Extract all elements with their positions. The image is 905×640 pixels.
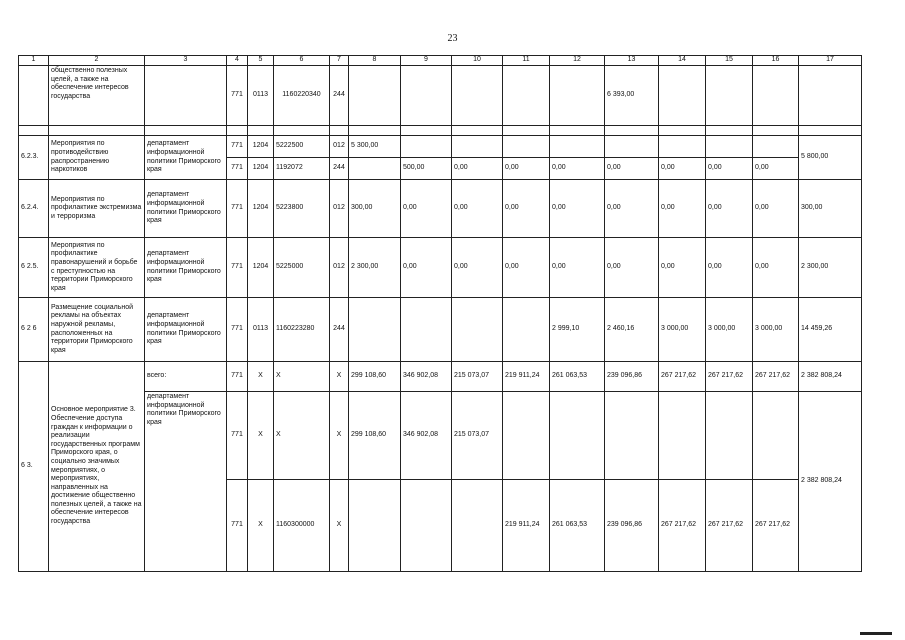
cell: 0,00 <box>659 180 706 238</box>
cell: 771 <box>227 158 248 180</box>
cell: 5222500 <box>274 136 330 158</box>
cell <box>452 136 503 158</box>
cell: 219 911,24 <box>503 362 550 392</box>
cell: 500,00 <box>401 158 452 180</box>
cell: 346 902,08 <box>401 392 452 480</box>
cell: 267 217,62 <box>706 480 753 572</box>
cell: 6 393,00 <box>605 66 659 126</box>
cell: 299 108,60 <box>349 362 401 392</box>
cell: 239 096,86 <box>605 480 659 572</box>
cell: 3 000,00 <box>706 298 753 362</box>
cell: 244 <box>330 66 349 126</box>
cell: 2 999,10 <box>550 298 605 362</box>
cell: 3 000,00 <box>753 298 799 362</box>
cell: 1160223280 <box>274 298 330 362</box>
cell: 1160300000 <box>274 480 330 572</box>
item-name: Основное мероприятие 3. Обеспечение доступа граждан к информации о реализации государственных программ Приморского края, о социально значимых мероприятиях, о мероприятиях, направленных на достижение общественно полезных целей, а также на обеспечение интересов государства <box>49 362 145 572</box>
header-row <box>19 56 862 66</box>
item-dept: департамент информационной политики Приморского края <box>145 298 227 362</box>
cell: 2 460,16 <box>605 298 659 362</box>
cell: 215 073,07 <box>452 362 503 392</box>
cell: 14 459,26 <box>799 298 862 362</box>
cell: 0,00 <box>503 180 550 238</box>
cell: 244 <box>330 158 349 180</box>
cell: X <box>330 362 349 392</box>
cell: 244 <box>330 298 349 362</box>
table-row <box>19 180 862 238</box>
table-row <box>19 126 862 136</box>
item-number: 6.2.4. <box>19 180 49 238</box>
cell: 0,00 <box>706 158 753 180</box>
col-header: 1 <box>19 56 49 66</box>
cell: 261 063,53 <box>550 480 605 572</box>
total-label: всего: <box>145 362 227 392</box>
cell: 0,00 <box>503 158 550 180</box>
item-name: Мероприятия по противодействию распространению наркотиков <box>49 136 145 180</box>
item-name: Мероприятия по профилактике правонарушений и борьбе с преступностью на территории Приморского края <box>49 238 145 298</box>
cell: 300,00 <box>799 180 862 238</box>
cell: 5 300,00 <box>349 136 401 158</box>
table-row <box>19 298 862 362</box>
cell: 1160220340 <box>274 66 330 126</box>
cell: 2 300,00 <box>349 238 401 298</box>
item-dept: департамент информационной политики Приморского края <box>145 180 227 238</box>
cell: 1204 <box>248 136 274 158</box>
cell <box>706 136 753 158</box>
cell: 267 217,62 <box>753 480 799 572</box>
item-number: 6 3. <box>19 362 49 572</box>
cell: 771 <box>227 392 248 480</box>
cell: 1192072 <box>274 158 330 180</box>
col-header: 17 <box>799 56 862 66</box>
cell <box>349 480 401 572</box>
cell: 0,00 <box>605 238 659 298</box>
cell: 771 <box>227 238 248 298</box>
cell: 1204 <box>248 158 274 180</box>
cell <box>706 66 753 126</box>
cell <box>401 480 452 572</box>
table-row <box>19 136 862 158</box>
cell: 346 902,08 <box>401 362 452 392</box>
cell: 0,00 <box>452 238 503 298</box>
cell <box>503 392 550 480</box>
table-row <box>19 392 862 480</box>
cell: 267 217,62 <box>753 362 799 392</box>
cell: 0,00 <box>401 238 452 298</box>
cell: X <box>248 362 274 392</box>
cell: X <box>248 392 274 480</box>
cell: 2 382 808,24 <box>799 362 862 392</box>
cell <box>503 298 550 362</box>
cell: 0,00 <box>706 238 753 298</box>
item-dept: департамент информационной политики Приморского края <box>145 136 227 180</box>
cell: 1204 <box>248 238 274 298</box>
cell <box>349 158 401 180</box>
cell <box>753 136 799 158</box>
cell: 2 300,00 <box>799 238 862 298</box>
item-number <box>19 66 49 126</box>
col-header: 10 <box>452 56 503 66</box>
cell <box>605 136 659 158</box>
cell: 3 000,00 <box>659 298 706 362</box>
cell: 0,00 <box>753 238 799 298</box>
col-header: 2 <box>49 56 145 66</box>
cell <box>503 66 550 126</box>
item-dept: департамент информационной политики Приморского края <box>145 392 227 572</box>
cell: X <box>330 480 349 572</box>
cell <box>659 66 706 126</box>
budget-table <box>18 55 862 572</box>
cell: 267 217,62 <box>706 362 753 392</box>
cell: 5 800,00 <box>799 136 862 180</box>
cell: X <box>248 480 274 572</box>
cell <box>349 298 401 362</box>
item-name: общественно полезных целей, а также на обеспечение интересов государства <box>49 66 145 126</box>
item-name: Размещение социальной рекламы на объектах наружной рекламы, расположенных на территории Приморского края <box>49 298 145 362</box>
cell: 012 <box>330 238 349 298</box>
col-header: 11 <box>503 56 550 66</box>
cell <box>452 298 503 362</box>
item-number: 6 2 6 <box>19 298 49 362</box>
cell: 771 <box>227 180 248 238</box>
cell: 0113 <box>248 298 274 362</box>
cell: 0,00 <box>503 238 550 298</box>
cell <box>706 392 753 480</box>
item-name: Мероприятия по профилактике экстремизма и терроризма <box>49 180 145 238</box>
table-row <box>19 66 862 126</box>
cell: 0,00 <box>452 158 503 180</box>
col-header: 6 <box>274 56 330 66</box>
cell: 215 073,07 <box>452 392 503 480</box>
cell: 0,00 <box>659 238 706 298</box>
cell <box>550 136 605 158</box>
col-header: 12 <box>550 56 605 66</box>
col-header: 14 <box>659 56 706 66</box>
cell <box>452 66 503 126</box>
page-number: 23 <box>447 33 458 44</box>
col-header: 13 <box>605 56 659 66</box>
cell: 771 <box>227 136 248 158</box>
cell: 012 <box>330 136 349 158</box>
cell: 771 <box>227 362 248 392</box>
item-number: 6.2.3. <box>19 136 49 180</box>
cell <box>550 392 605 480</box>
cell: 771 <box>227 66 248 126</box>
col-header: 4 <box>227 56 248 66</box>
cell: 0,00 <box>605 158 659 180</box>
cell <box>753 66 799 126</box>
col-header: 15 <box>706 56 753 66</box>
cell <box>452 480 503 572</box>
cell: 771 <box>227 298 248 362</box>
cell <box>401 136 452 158</box>
col-header: 3 <box>145 56 227 66</box>
cell: 0,00 <box>550 180 605 238</box>
cell: 5225000 <box>274 238 330 298</box>
cell: 2 382 808,24 <box>799 392 862 572</box>
cell: 0,00 <box>401 180 452 238</box>
item-dept <box>145 66 227 126</box>
col-header: 8 <box>349 56 401 66</box>
cell: 261 063,53 <box>550 362 605 392</box>
cell: 0,00 <box>452 180 503 238</box>
col-header: 5 <box>248 56 274 66</box>
cell: 267 217,62 <box>659 362 706 392</box>
col-header: 9 <box>401 56 452 66</box>
cell: 0,00 <box>706 180 753 238</box>
cell: 012 <box>330 180 349 238</box>
cell: 219 911,24 <box>503 480 550 572</box>
cell: 0,00 <box>753 180 799 238</box>
cell: 267 217,62 <box>659 480 706 572</box>
col-header: 16 <box>753 56 799 66</box>
cell <box>799 66 862 126</box>
cell: X <box>274 362 330 392</box>
table-row <box>19 362 862 392</box>
item-number: 6 2.5. <box>19 238 49 298</box>
cell <box>550 66 605 126</box>
cell: 0113 <box>248 66 274 126</box>
cell: 771 <box>227 480 248 572</box>
cell <box>401 66 452 126</box>
table-row <box>19 238 862 298</box>
cell: 300,00 <box>349 180 401 238</box>
cell: 5223800 <box>274 180 330 238</box>
cell: 0,00 <box>753 158 799 180</box>
cell: 0,00 <box>550 238 605 298</box>
scan-mark <box>860 632 892 635</box>
cell: 239 096,86 <box>605 362 659 392</box>
cell <box>605 392 659 480</box>
col-header: 7 <box>330 56 349 66</box>
cell <box>659 392 706 480</box>
cell: 0,00 <box>659 158 706 180</box>
cell <box>401 298 452 362</box>
cell: X <box>274 392 330 480</box>
cell: 0,00 <box>550 158 605 180</box>
cell <box>659 136 706 158</box>
cell: 0,00 <box>605 180 659 238</box>
cell: 299 108,60 <box>349 392 401 480</box>
item-dept: департамент информационной политики Приморского края <box>145 238 227 298</box>
cell: X <box>330 392 349 480</box>
cell <box>349 66 401 126</box>
cell <box>503 136 550 158</box>
cell: 1204 <box>248 180 274 238</box>
cell <box>753 392 799 480</box>
